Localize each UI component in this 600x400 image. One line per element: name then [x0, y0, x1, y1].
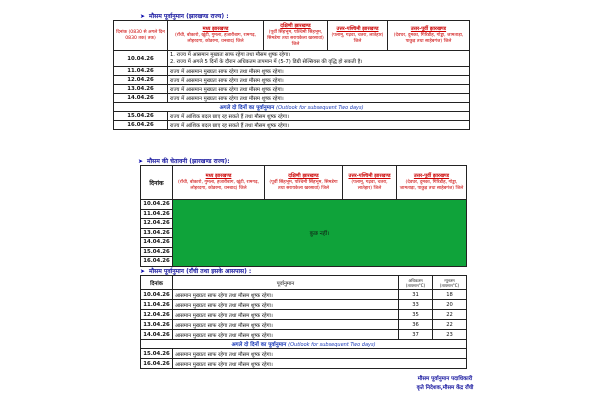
row-date: 14.04.26 [141, 330, 173, 340]
row-date: 14.04.26 [114, 94, 168, 103]
table-row [141, 359, 467, 369]
forecast-header: पूर्वानुमान [173, 276, 399, 290]
table-row [141, 300, 467, 310]
row-date: 13.04.26 [141, 228, 173, 238]
row-text: आसमान मुख्यतः साफ रहेगा तथा मौसम शुष्क रहेगा। [173, 359, 467, 369]
row-text: 1. राज्य में आसमान मुख्यतः साफ रहेगा तथा मौसम शुष्क रहेगा। 2. राज्य में अगले 5 दिनों के दौरान अधिकतम तापमान में (5-7) डिग्री सेल्सियस की वृद्धि हो सकती है। [168, 51, 470, 67]
table-row [141, 200, 467, 210]
state-forecast-table [113, 20, 470, 130]
table-row [114, 67, 470, 76]
region-header: दक्षिणी झारखण्ड (पूर्वी सिंहभूम, पश्चिमी सिंहभूम, सिमडेगा तथा सरायकेला खरसावां) जिले [264, 21, 328, 51]
table-row [141, 310, 467, 320]
arrow-icon: ➤ [138, 158, 144, 165]
row-date: 11.04.26 [141, 209, 173, 219]
outlook-label: अगले दो दिनों का पूर्वानुमान (Outlook for subsequent Two days) [141, 340, 467, 349]
row-date: 12.04.26 [141, 219, 173, 229]
row-text: राज्य में आसमान मुख्यतः साफ रहेगा तथा मौसम शुष्क रहेगा। [168, 76, 470, 85]
row-date: 12.04.26 [114, 76, 168, 85]
row-text: राज्य में आसमान मुख्यतः साफ रहेगा तथा मौसम शुष्क रहेगा। [168, 94, 470, 103]
row-text: आसमान मुख्यतः साफ रहेगा तथा मौसम शुष्क रहेगा। [173, 330, 399, 340]
row-date: 10.04.26 [141, 200, 173, 210]
row-date: 15.04.26 [141, 247, 173, 257]
arrow-icon: ➤ [140, 13, 146, 20]
table-row [141, 320, 467, 330]
region-header: दक्षिणी झारखण्ड (पूर्वी सिंहभूम, पश्चिमी सिंहभूम, सिमडेगा तथा सरायकेला खरसावां) जिले [265, 166, 343, 200]
table-row [114, 112, 470, 121]
row-date: 16.04.26 [141, 359, 173, 369]
row-date: 15.04.26 [114, 112, 168, 121]
row-text: आसमान मुख्यतः साफ रहेगा तथा मौसम शुष्क रहेगा। [173, 300, 399, 310]
min-temp: 23 [433, 330, 467, 340]
region-header: मध्य झारखण्ड (रॉंची, बोकारो, गुमला, हजारीबाग, खूंटी, रामगढ़, लोहरदगा, कोडरमा, धनबाद) जिले [173, 166, 265, 200]
table-row [114, 121, 470, 130]
row-date: 10.04.26 [141, 290, 173, 300]
max-temp: 35 [399, 310, 433, 320]
row-text: राज्य में आसमान मुख्यतः साफ रहेगा तथा मौसम शुष्क रहेगा। [168, 85, 470, 94]
signature-office: कृते निदेशक,मौसम केंद्र रॉंची [416, 385, 474, 391]
ranchi-forecast-table [140, 275, 467, 369]
table-row [141, 349, 467, 359]
signature-block [380, 375, 510, 393]
outlook-label: अगले दो दिनों का पूर्वानुमान (Outlook for subsequent Two days) [114, 103, 470, 112]
row-date: 15.04.26 [141, 349, 173, 359]
row-date: 11.04.26 [114, 67, 168, 76]
section1-title: ➤ मौसम पूर्वानुमान (झारखण्ड राज्य) : [140, 13, 229, 20]
row-text: आसमान मुख्यतः साफ रहेगा तथा मौसम शुष्क रहेगा। [173, 290, 399, 300]
region-header: उत्तर-पश्चिमी झारखण्ड (पलामू, गढ़वा, चतरा, लातेहार) जिले [328, 21, 388, 51]
min-temp: 18 [433, 290, 467, 300]
min-temp: 20 [433, 300, 467, 310]
region-header: उत्तर-पूर्वी झारखण्ड (देवघर, दुमका, गिरिडीह, गोड्डा, जामताड़ा, पाकुड़ तथा साहेबगंज) जिले [388, 21, 470, 51]
row-date: 16.04.26 [114, 121, 168, 130]
no-warning-cell: कुछ नहीं। [173, 200, 467, 267]
max-temp: 33 [399, 300, 433, 310]
table-row [114, 51, 470, 67]
table-row [114, 94, 470, 103]
date-header: दिनांक [141, 166, 173, 200]
row-date: 11.04.26 [141, 300, 173, 310]
max-temp: 31 [399, 290, 433, 300]
table-row [141, 330, 467, 340]
table-row [141, 290, 467, 300]
date-header: दिनांक [141, 276, 173, 290]
row-text: आसमान मुख्यतः साफ रहेगा तथा मौसम शुष्क रहेगा। [173, 310, 399, 320]
max-temp: 37 [399, 330, 433, 340]
row-date: 13.04.26 [141, 320, 173, 330]
region-header: उत्तर-पश्चिमी झारखण्ड (पलामू, गढ़वा, चतरा, लातेहार) जिले [343, 166, 397, 200]
arrow-icon: ➤ [140, 268, 146, 275]
row-text: राज्य में आंशिक बदल छाए रह सकते हैं तथा मौसम शुष्क रहेगा। [168, 112, 470, 121]
row-date: 12.04.26 [141, 310, 173, 320]
section3-title: ➤ मौसम पूर्वानुमान (रॉंची तथा इसके आसपास) : [140, 268, 252, 275]
table-row [114, 85, 470, 94]
max-temp: 36 [399, 320, 433, 330]
row-text: राज्य में आसमान मुख्यतः साफ रहेगा तथा मौसम शुष्क रहेगा। [168, 67, 470, 76]
warning-table [140, 165, 467, 267]
max-temp-header: अधिकतम (तापमान°C) [399, 276, 433, 290]
row-date: 14.04.26 [141, 238, 173, 248]
date-header: दिनांक (0830 से अगले दिन 0830 तक) तक) [114, 21, 168, 51]
min-temp: 22 [433, 310, 467, 320]
section2-title: ➤ मौसम की चेतावनी (झारखण्ड राज्य): [138, 158, 230, 165]
min-temp: 22 [433, 320, 467, 330]
row-date: 10.04.26 [114, 51, 168, 67]
table-row [114, 76, 470, 85]
row-date: 16.04.26 [141, 257, 173, 267]
row-text: राज्य में आंशिक बदल छाए रह सकते हैं तथा मौसम शुष्क रहेगा। [168, 121, 470, 130]
row-date: 13.04.26 [114, 85, 168, 94]
row-text: आसमान मुख्यतः साफ रहेगा तथा मौसम शुष्क रहेगा। [173, 349, 467, 359]
row-text: आसमान मुख्यतः साफ रहेगा तथा मौसम शुष्क रहेगा। [173, 320, 399, 330]
region-header: मध्य झारखण्ड (रॉंची, बोकारो, खूंटी, गुमला, हजारीबाग, रामगढ़, लोहरदगा, कोडरमा, धनबाद) जिले [168, 21, 264, 51]
signature-title: मौसम पूर्वानुमान पदाधिकारी [417, 376, 473, 382]
min-temp-header: न्यूनतम (तापमान°C) [433, 276, 467, 290]
region-header: उत्तर-पूर्वी झारखण्ड (देवघर, दुमका, गिरिडीह, गोड्डा, जामताड़ा, पाकुड़ तथा साहेबगंज) जिले [397, 166, 467, 200]
